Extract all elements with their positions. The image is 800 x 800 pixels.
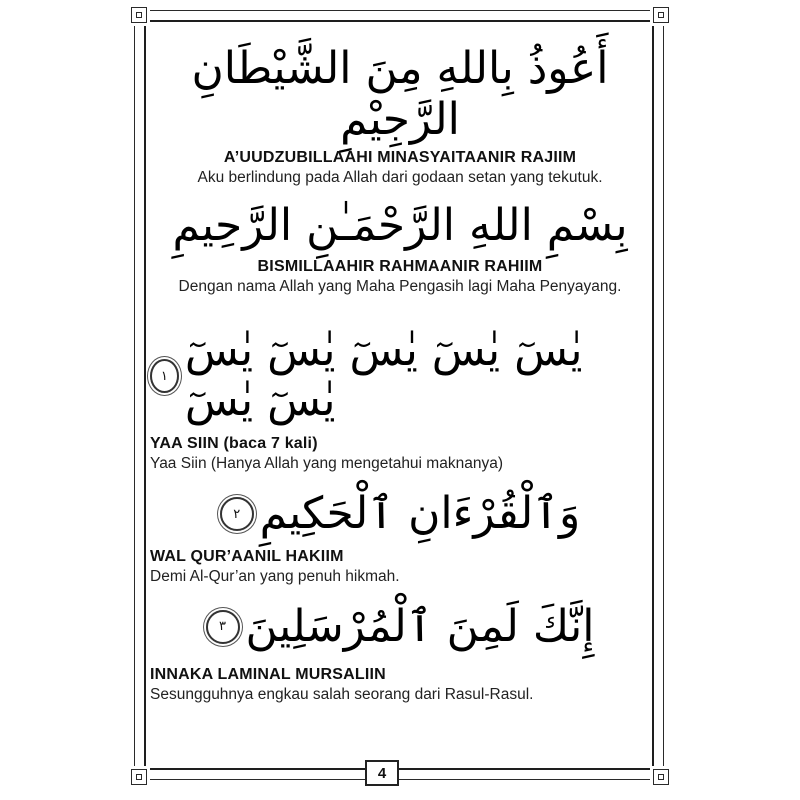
translation: Yaa Siin (Hanya Allah yang mengetahui maknanya) (150, 454, 503, 472)
transliteration: INNAKA LAMINAL MURSALIIN (150, 666, 386, 684)
verse-row (150, 602, 650, 653)
arabic-verse: أَعُوذُ بِاللهِ مِنَ الشَّيْطَانِ الرَّجِيْمِ (191, 43, 609, 145)
corner-ornament-bottom-left (128, 766, 150, 788)
page-content (150, 28, 650, 704)
translation: Aku berlindung pada Allah dari godaan setan yang tekutuk. (197, 169, 603, 187)
ayah-number-marker: ٢ (220, 497, 254, 531)
transliteration: BISMILLAAHIR RAHMAANIR RAHIIM (257, 257, 543, 275)
section-ayah-2 (150, 489, 650, 586)
corner-ornament-top-left (128, 4, 150, 26)
arabic-verse: إِنَّكَ لَمِنَ ٱلْمُرْسَلِينَ (245, 600, 595, 652)
verse-row (150, 489, 650, 540)
section-taawudz (150, 44, 650, 187)
transliteration: WAL QUR’AANIL HAKIIM (150, 547, 344, 565)
ayah-number-marker: ٣ (206, 610, 240, 644)
arabic-verse: بِسْمِ اللهِ الرَّحْمَـٰنِ الرَّحِيمِ (172, 200, 628, 252)
arabic-verse: وَٱلْقُرْءَانِ ٱلْحَكِيمِ (259, 487, 581, 539)
verse-row (150, 326, 650, 427)
transliteration: A’UUDZUBILLAAHI MINASYAITAANIR RAJIIM (223, 149, 577, 167)
corner-ornament-bottom-right (650, 766, 672, 788)
section-basmalah (150, 201, 650, 296)
arabic-verse: يٰسٓ يٰسٓ يٰسٓ يٰسٓ يٰسٓ يٰسٓ يٰسٓ (184, 324, 583, 427)
translation: Sesungguhnya engkau salah seorang dari Rasul-Rasul. (150, 686, 534, 704)
ayah-number-marker: ١ (150, 359, 179, 393)
section-ayah-3 (150, 602, 650, 705)
page-number: 4 (365, 760, 399, 786)
transliteration: YAA SIIN (baca 7 kali) (150, 434, 318, 452)
translation: Demi Al-Qur’an yang penuh hikmah. (150, 567, 400, 585)
translation: Dengan nama Allah yang Maha Pengasih lagi Maha Penyayang. (178, 277, 622, 295)
corner-ornament-top-right (650, 4, 672, 26)
section-ayah-1 (150, 326, 650, 473)
